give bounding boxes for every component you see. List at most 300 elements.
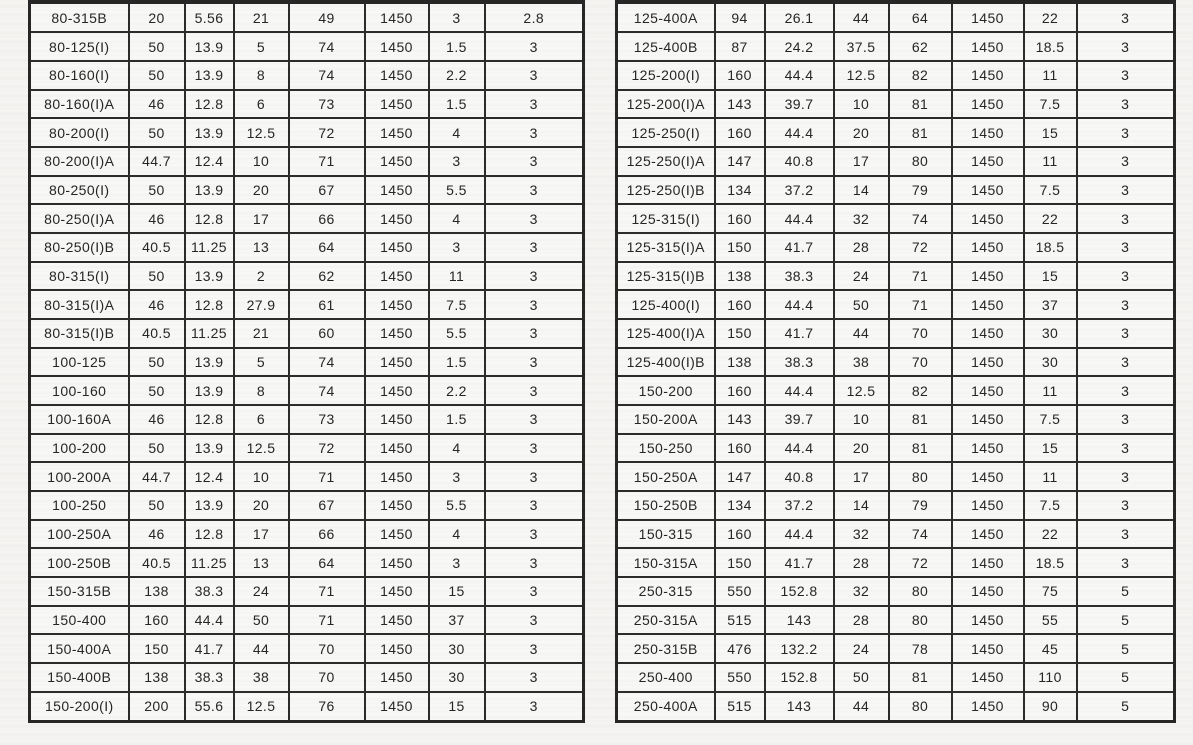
value-cell: 87 bbox=[715, 32, 765, 61]
table-row bbox=[30, 61, 584, 90]
value-cell: 18.5 bbox=[1024, 233, 1077, 262]
value-cell: 1450 bbox=[952, 61, 1024, 90]
value-cell: 3 bbox=[485, 376, 584, 405]
value-cell: 61 bbox=[289, 290, 365, 319]
value-cell: 1450 bbox=[952, 663, 1024, 692]
value-cell: 10 bbox=[834, 90, 889, 119]
table-row bbox=[30, 348, 584, 377]
value-cell: 3 bbox=[485, 606, 584, 635]
value-cell: 3 bbox=[485, 176, 584, 205]
table-row bbox=[30, 520, 584, 549]
pump-spec-table-left bbox=[28, 0, 585, 723]
value-cell: 6 bbox=[234, 405, 289, 434]
value-cell: 1450 bbox=[365, 233, 429, 262]
value-cell: 160 bbox=[715, 290, 765, 319]
value-cell: 11 bbox=[1024, 462, 1077, 491]
value-cell: 5 bbox=[1077, 606, 1175, 635]
value-cell: 515 bbox=[715, 606, 765, 635]
table-row bbox=[617, 32, 1175, 61]
value-cell: 72 bbox=[289, 434, 365, 463]
value-cell: 3 bbox=[485, 118, 584, 147]
value-cell: 37.5 bbox=[834, 32, 889, 61]
value-cell: 15 bbox=[1024, 118, 1077, 147]
pump-model-cell: 250-400 bbox=[617, 663, 715, 692]
value-cell: 12.4 bbox=[185, 462, 234, 491]
value-cell: 3 bbox=[485, 692, 584, 722]
table-row bbox=[30, 577, 584, 606]
value-cell: 1450 bbox=[952, 634, 1024, 663]
value-cell: 30 bbox=[429, 663, 485, 692]
table-row bbox=[30, 692, 584, 722]
value-cell: 44 bbox=[834, 2, 889, 32]
value-cell: 1450 bbox=[952, 692, 1024, 722]
pump-model-cell: 150-200A bbox=[617, 405, 715, 434]
value-cell: 1450 bbox=[365, 405, 429, 434]
pump-model-cell: 80-250(I) bbox=[30, 176, 129, 205]
value-cell: 2.2 bbox=[429, 376, 485, 405]
value-cell: 3 bbox=[1077, 90, 1175, 119]
value-cell: 11 bbox=[1024, 61, 1077, 90]
value-cell: 13.9 bbox=[185, 176, 234, 205]
value-cell: 44.4 bbox=[185, 606, 234, 635]
value-cell: 15 bbox=[429, 577, 485, 606]
value-cell: 147 bbox=[715, 147, 765, 176]
value-cell: 50 bbox=[129, 434, 185, 463]
value-cell: 55.6 bbox=[185, 692, 234, 722]
value-cell: 13.9 bbox=[185, 434, 234, 463]
pump-model-cell: 100-160 bbox=[30, 376, 129, 405]
table-row bbox=[30, 90, 584, 119]
value-cell: 30 bbox=[429, 634, 485, 663]
value-cell: 80 bbox=[889, 147, 952, 176]
value-cell: 49 bbox=[289, 2, 365, 32]
value-cell: 13.9 bbox=[185, 262, 234, 291]
value-cell: 8 bbox=[234, 376, 289, 405]
value-cell: 45 bbox=[1024, 634, 1077, 663]
value-cell: 3 bbox=[1077, 520, 1175, 549]
table-row bbox=[617, 90, 1175, 119]
value-cell: 3 bbox=[1077, 204, 1175, 233]
value-cell: 28 bbox=[834, 606, 889, 635]
value-cell: 138 bbox=[129, 577, 185, 606]
pump-model-cell: 100-250A bbox=[30, 520, 129, 549]
table-row bbox=[617, 176, 1175, 205]
value-cell: 3 bbox=[1077, 348, 1175, 377]
value-cell: 62 bbox=[289, 262, 365, 291]
value-cell: 62 bbox=[889, 32, 952, 61]
value-cell: 3 bbox=[485, 348, 584, 377]
value-cell: 134 bbox=[715, 176, 765, 205]
pump-model-cell: 125-315(I) bbox=[617, 204, 715, 233]
table-row bbox=[617, 204, 1175, 233]
value-cell: 38.3 bbox=[765, 262, 834, 291]
value-cell: 5.56 bbox=[185, 2, 234, 32]
value-cell: 1450 bbox=[365, 147, 429, 176]
pump-model-cell: 100-250B bbox=[30, 548, 129, 577]
value-cell: 18.5 bbox=[1024, 32, 1077, 61]
value-cell: 3 bbox=[485, 520, 584, 549]
value-cell: 11 bbox=[429, 262, 485, 291]
table-row bbox=[30, 491, 584, 520]
value-cell: 28 bbox=[834, 548, 889, 577]
value-cell: 50 bbox=[834, 663, 889, 692]
value-cell: 39.7 bbox=[765, 405, 834, 434]
value-cell: 1450 bbox=[952, 376, 1024, 405]
value-cell: 12.5 bbox=[234, 118, 289, 147]
value-cell: 44 bbox=[834, 692, 889, 722]
value-cell: 60 bbox=[289, 319, 365, 348]
value-cell: 12.8 bbox=[185, 204, 234, 233]
table-row bbox=[617, 491, 1175, 520]
value-cell: 64 bbox=[289, 548, 365, 577]
value-cell: 78 bbox=[889, 634, 952, 663]
value-cell: 152.8 bbox=[765, 577, 834, 606]
value-cell: 5.5 bbox=[429, 319, 485, 348]
pump-model-cell: 100-250 bbox=[30, 491, 129, 520]
value-cell: 17 bbox=[834, 462, 889, 491]
value-cell: 11 bbox=[1024, 376, 1077, 405]
value-cell: 10 bbox=[834, 405, 889, 434]
value-cell: 13 bbox=[234, 548, 289, 577]
value-cell: 44.4 bbox=[765, 61, 834, 90]
value-cell: 7.5 bbox=[429, 290, 485, 319]
value-cell: 11.25 bbox=[185, 319, 234, 348]
value-cell: 46 bbox=[129, 204, 185, 233]
value-cell: 27.9 bbox=[234, 290, 289, 319]
value-cell: 1450 bbox=[952, 262, 1024, 291]
value-cell: 1450 bbox=[952, 147, 1024, 176]
value-cell: 50 bbox=[129, 176, 185, 205]
table-row bbox=[30, 176, 584, 205]
value-cell: 4 bbox=[429, 520, 485, 549]
value-cell: 74 bbox=[889, 204, 952, 233]
value-cell: 160 bbox=[715, 376, 765, 405]
value-cell: 1450 bbox=[365, 692, 429, 722]
value-cell: 13 bbox=[234, 233, 289, 262]
table-row bbox=[617, 405, 1175, 434]
value-cell: 50 bbox=[129, 32, 185, 61]
value-cell: 44.4 bbox=[765, 290, 834, 319]
value-cell: 3 bbox=[485, 90, 584, 119]
value-cell: 20 bbox=[234, 176, 289, 205]
value-cell: 44 bbox=[834, 319, 889, 348]
pump-model-cell: 150-250 bbox=[617, 434, 715, 463]
table-row bbox=[617, 663, 1175, 692]
value-cell: 67 bbox=[289, 176, 365, 205]
value-cell: 143 bbox=[765, 606, 834, 635]
value-cell: 1450 bbox=[365, 118, 429, 147]
value-cell: 50 bbox=[129, 118, 185, 147]
value-cell: 13.9 bbox=[185, 32, 234, 61]
value-cell: 160 bbox=[715, 61, 765, 90]
pump-spec-table-right bbox=[615, 0, 1176, 723]
value-cell: 7.5 bbox=[1024, 90, 1077, 119]
value-cell: 24 bbox=[834, 634, 889, 663]
value-cell: 10 bbox=[234, 462, 289, 491]
value-cell: 3 bbox=[1077, 491, 1175, 520]
value-cell: 132.2 bbox=[765, 634, 834, 663]
value-cell: 138 bbox=[715, 348, 765, 377]
table-row bbox=[617, 462, 1175, 491]
value-cell: 70 bbox=[289, 663, 365, 692]
pump-model-cell: 125-250(I)B bbox=[617, 176, 715, 205]
value-cell: 72 bbox=[889, 548, 952, 577]
table-row bbox=[617, 61, 1175, 90]
value-cell: 1450 bbox=[952, 290, 1024, 319]
value-cell: 80 bbox=[889, 606, 952, 635]
value-cell: 3 bbox=[1077, 2, 1175, 32]
value-cell: 3 bbox=[485, 634, 584, 663]
pump-model-cell: 150-315B bbox=[30, 577, 129, 606]
value-cell: 79 bbox=[889, 176, 952, 205]
value-cell: 44.7 bbox=[129, 147, 185, 176]
table-row bbox=[30, 434, 584, 463]
value-cell: 81 bbox=[889, 663, 952, 692]
value-cell: 550 bbox=[715, 663, 765, 692]
value-cell: 160 bbox=[129, 606, 185, 635]
table-row bbox=[617, 319, 1175, 348]
value-cell: 143 bbox=[765, 692, 834, 722]
pump-model-cell: 80-160(I)A bbox=[30, 90, 129, 119]
value-cell: 13.9 bbox=[185, 61, 234, 90]
value-cell: 7.5 bbox=[1024, 176, 1077, 205]
value-cell: 30 bbox=[1024, 319, 1077, 348]
value-cell: 3 bbox=[1077, 405, 1175, 434]
pump-model-cell: 100-160A bbox=[30, 405, 129, 434]
value-cell: 44.4 bbox=[765, 204, 834, 233]
value-cell: 1450 bbox=[365, 548, 429, 577]
table-row bbox=[617, 577, 1175, 606]
pump-model-cell: 80-315(I)A bbox=[30, 290, 129, 319]
value-cell: 1450 bbox=[365, 663, 429, 692]
value-cell: 160 bbox=[715, 434, 765, 463]
value-cell: 134 bbox=[715, 491, 765, 520]
value-cell: 1450 bbox=[365, 491, 429, 520]
table-row bbox=[617, 434, 1175, 463]
value-cell: 80 bbox=[889, 692, 952, 722]
value-cell: 71 bbox=[289, 577, 365, 606]
value-cell: 3 bbox=[485, 405, 584, 434]
value-cell: 71 bbox=[889, 262, 952, 291]
value-cell: 76 bbox=[289, 692, 365, 722]
value-cell: 3 bbox=[429, 462, 485, 491]
value-cell: 150 bbox=[715, 233, 765, 262]
value-cell: 160 bbox=[715, 118, 765, 147]
value-cell: 3 bbox=[1077, 376, 1175, 405]
value-cell: 11.25 bbox=[185, 233, 234, 262]
value-cell: 37 bbox=[1024, 290, 1077, 319]
value-cell: 75 bbox=[1024, 577, 1077, 606]
value-cell: 4 bbox=[429, 204, 485, 233]
table-row bbox=[617, 692, 1175, 722]
value-cell: 13.9 bbox=[185, 118, 234, 147]
value-cell: 20 bbox=[129, 2, 185, 32]
value-cell: 72 bbox=[889, 233, 952, 262]
value-cell: 160 bbox=[715, 204, 765, 233]
value-cell: 3 bbox=[485, 204, 584, 233]
table-row bbox=[30, 2, 584, 32]
value-cell: 12.8 bbox=[185, 90, 234, 119]
table-row bbox=[30, 262, 584, 291]
value-cell: 74 bbox=[289, 32, 365, 61]
value-cell: 3 bbox=[1077, 319, 1175, 348]
pump-model-cell: 150-250A bbox=[617, 462, 715, 491]
value-cell: 50 bbox=[129, 348, 185, 377]
value-cell: 3 bbox=[485, 32, 584, 61]
value-cell: 55 bbox=[1024, 606, 1077, 635]
value-cell: 1.5 bbox=[429, 90, 485, 119]
value-cell: 3 bbox=[485, 491, 584, 520]
value-cell: 73 bbox=[289, 405, 365, 434]
pump-model-cell: 150-315 bbox=[617, 520, 715, 549]
value-cell: 5 bbox=[234, 348, 289, 377]
value-cell: 71 bbox=[289, 147, 365, 176]
value-cell: 1450 bbox=[365, 520, 429, 549]
value-cell: 15 bbox=[429, 692, 485, 722]
value-cell: 11 bbox=[1024, 147, 1077, 176]
value-cell: 7.5 bbox=[1024, 405, 1077, 434]
value-cell: 71 bbox=[289, 606, 365, 635]
value-cell: 1450 bbox=[952, 520, 1024, 549]
value-cell: 4 bbox=[429, 118, 485, 147]
value-cell: 3 bbox=[1077, 61, 1175, 90]
value-cell: 46 bbox=[129, 520, 185, 549]
value-cell: 40.5 bbox=[129, 548, 185, 577]
value-cell: 40.8 bbox=[765, 462, 834, 491]
value-cell: 1450 bbox=[952, 548, 1024, 577]
pump-model-cell: 100-200 bbox=[30, 434, 129, 463]
value-cell: 2.8 bbox=[485, 2, 584, 32]
value-cell: 74 bbox=[889, 520, 952, 549]
value-cell: 26.1 bbox=[765, 2, 834, 32]
pump-model-cell: 80-315B bbox=[30, 2, 129, 32]
table-row bbox=[30, 32, 584, 61]
value-cell: 17 bbox=[234, 204, 289, 233]
value-cell: 1450 bbox=[365, 61, 429, 90]
value-cell: 150 bbox=[715, 319, 765, 348]
pump-model-cell: 150-400B bbox=[30, 663, 129, 692]
value-cell: 44.4 bbox=[765, 376, 834, 405]
table-row bbox=[30, 462, 584, 491]
value-cell: 8 bbox=[234, 61, 289, 90]
value-cell: 200 bbox=[129, 692, 185, 722]
value-cell: 38.3 bbox=[185, 577, 234, 606]
table-row bbox=[617, 606, 1175, 635]
value-cell: 1450 bbox=[365, 90, 429, 119]
value-cell: 44.7 bbox=[129, 462, 185, 491]
value-cell: 5 bbox=[1077, 634, 1175, 663]
pump-model-cell: 125-400(I)B bbox=[617, 348, 715, 377]
table-row bbox=[617, 2, 1175, 32]
value-cell: 11.25 bbox=[185, 548, 234, 577]
pump-model-cell: 80-315(I)B bbox=[30, 319, 129, 348]
value-cell: 50 bbox=[234, 606, 289, 635]
pump-model-cell: 125-315(I)B bbox=[617, 262, 715, 291]
pump-model-cell: 125-250(I)A bbox=[617, 147, 715, 176]
table-row bbox=[617, 634, 1175, 663]
value-cell: 143 bbox=[715, 90, 765, 119]
value-cell: 40.5 bbox=[129, 319, 185, 348]
pump-model-cell: 80-125(I) bbox=[30, 32, 129, 61]
value-cell: 3 bbox=[429, 147, 485, 176]
value-cell: 3 bbox=[485, 319, 584, 348]
value-cell: 64 bbox=[889, 2, 952, 32]
value-cell: 3 bbox=[485, 290, 584, 319]
value-cell: 24 bbox=[834, 262, 889, 291]
value-cell: 3 bbox=[1077, 147, 1175, 176]
right-table-body bbox=[617, 2, 1175, 722]
value-cell: 38 bbox=[234, 663, 289, 692]
value-cell: 32 bbox=[834, 577, 889, 606]
value-cell: 476 bbox=[715, 634, 765, 663]
value-cell: 14 bbox=[834, 491, 889, 520]
value-cell: 1450 bbox=[365, 634, 429, 663]
table-row bbox=[30, 290, 584, 319]
pump-model-cell: 80-250(I)B bbox=[30, 233, 129, 262]
pump-model-cell: 80-160(I) bbox=[30, 61, 129, 90]
value-cell: 17 bbox=[834, 147, 889, 176]
value-cell: 3 bbox=[1077, 118, 1175, 147]
value-cell: 1450 bbox=[952, 462, 1024, 491]
value-cell: 44.4 bbox=[765, 434, 834, 463]
value-cell: 21 bbox=[234, 319, 289, 348]
value-cell: 1450 bbox=[952, 233, 1024, 262]
pump-model-cell: 125-400(I)A bbox=[617, 319, 715, 348]
pump-model-cell: 80-315(I) bbox=[30, 262, 129, 291]
pump-model-cell: 125-200(I)A bbox=[617, 90, 715, 119]
pump-model-cell: 125-400(I) bbox=[617, 290, 715, 319]
value-cell: 28 bbox=[834, 233, 889, 262]
value-cell: 74 bbox=[289, 348, 365, 377]
value-cell: 1450 bbox=[952, 319, 1024, 348]
value-cell: 1450 bbox=[365, 204, 429, 233]
table-row bbox=[617, 233, 1175, 262]
value-cell: 1.5 bbox=[429, 405, 485, 434]
value-cell: 90 bbox=[1024, 692, 1077, 722]
value-cell: 13.9 bbox=[185, 491, 234, 520]
value-cell: 21 bbox=[234, 2, 289, 32]
value-cell: 3 bbox=[1077, 434, 1175, 463]
value-cell: 38 bbox=[834, 348, 889, 377]
value-cell: 46 bbox=[129, 90, 185, 119]
value-cell: 1450 bbox=[365, 262, 429, 291]
value-cell: 1450 bbox=[952, 348, 1024, 377]
value-cell: 7.5 bbox=[1024, 491, 1077, 520]
value-cell: 5.5 bbox=[429, 176, 485, 205]
value-cell: 30 bbox=[1024, 348, 1077, 377]
value-cell: 1450 bbox=[365, 462, 429, 491]
value-cell: 80 bbox=[889, 462, 952, 491]
value-cell: 1450 bbox=[952, 204, 1024, 233]
value-cell: 1450 bbox=[365, 434, 429, 463]
table-row bbox=[30, 376, 584, 405]
value-cell: 1450 bbox=[365, 577, 429, 606]
value-cell: 3 bbox=[485, 462, 584, 491]
table-row bbox=[617, 147, 1175, 176]
value-cell: 1450 bbox=[952, 2, 1024, 32]
table-row bbox=[30, 405, 584, 434]
value-cell: 40.5 bbox=[129, 233, 185, 262]
value-cell: 50 bbox=[129, 61, 185, 90]
value-cell: 1450 bbox=[365, 348, 429, 377]
value-cell: 41.7 bbox=[765, 233, 834, 262]
value-cell: 1450 bbox=[365, 290, 429, 319]
value-cell: 3 bbox=[485, 434, 584, 463]
value-cell: 22 bbox=[1024, 204, 1077, 233]
value-cell: 15 bbox=[1024, 434, 1077, 463]
value-cell: 74 bbox=[289, 61, 365, 90]
value-cell: 44.4 bbox=[765, 118, 834, 147]
